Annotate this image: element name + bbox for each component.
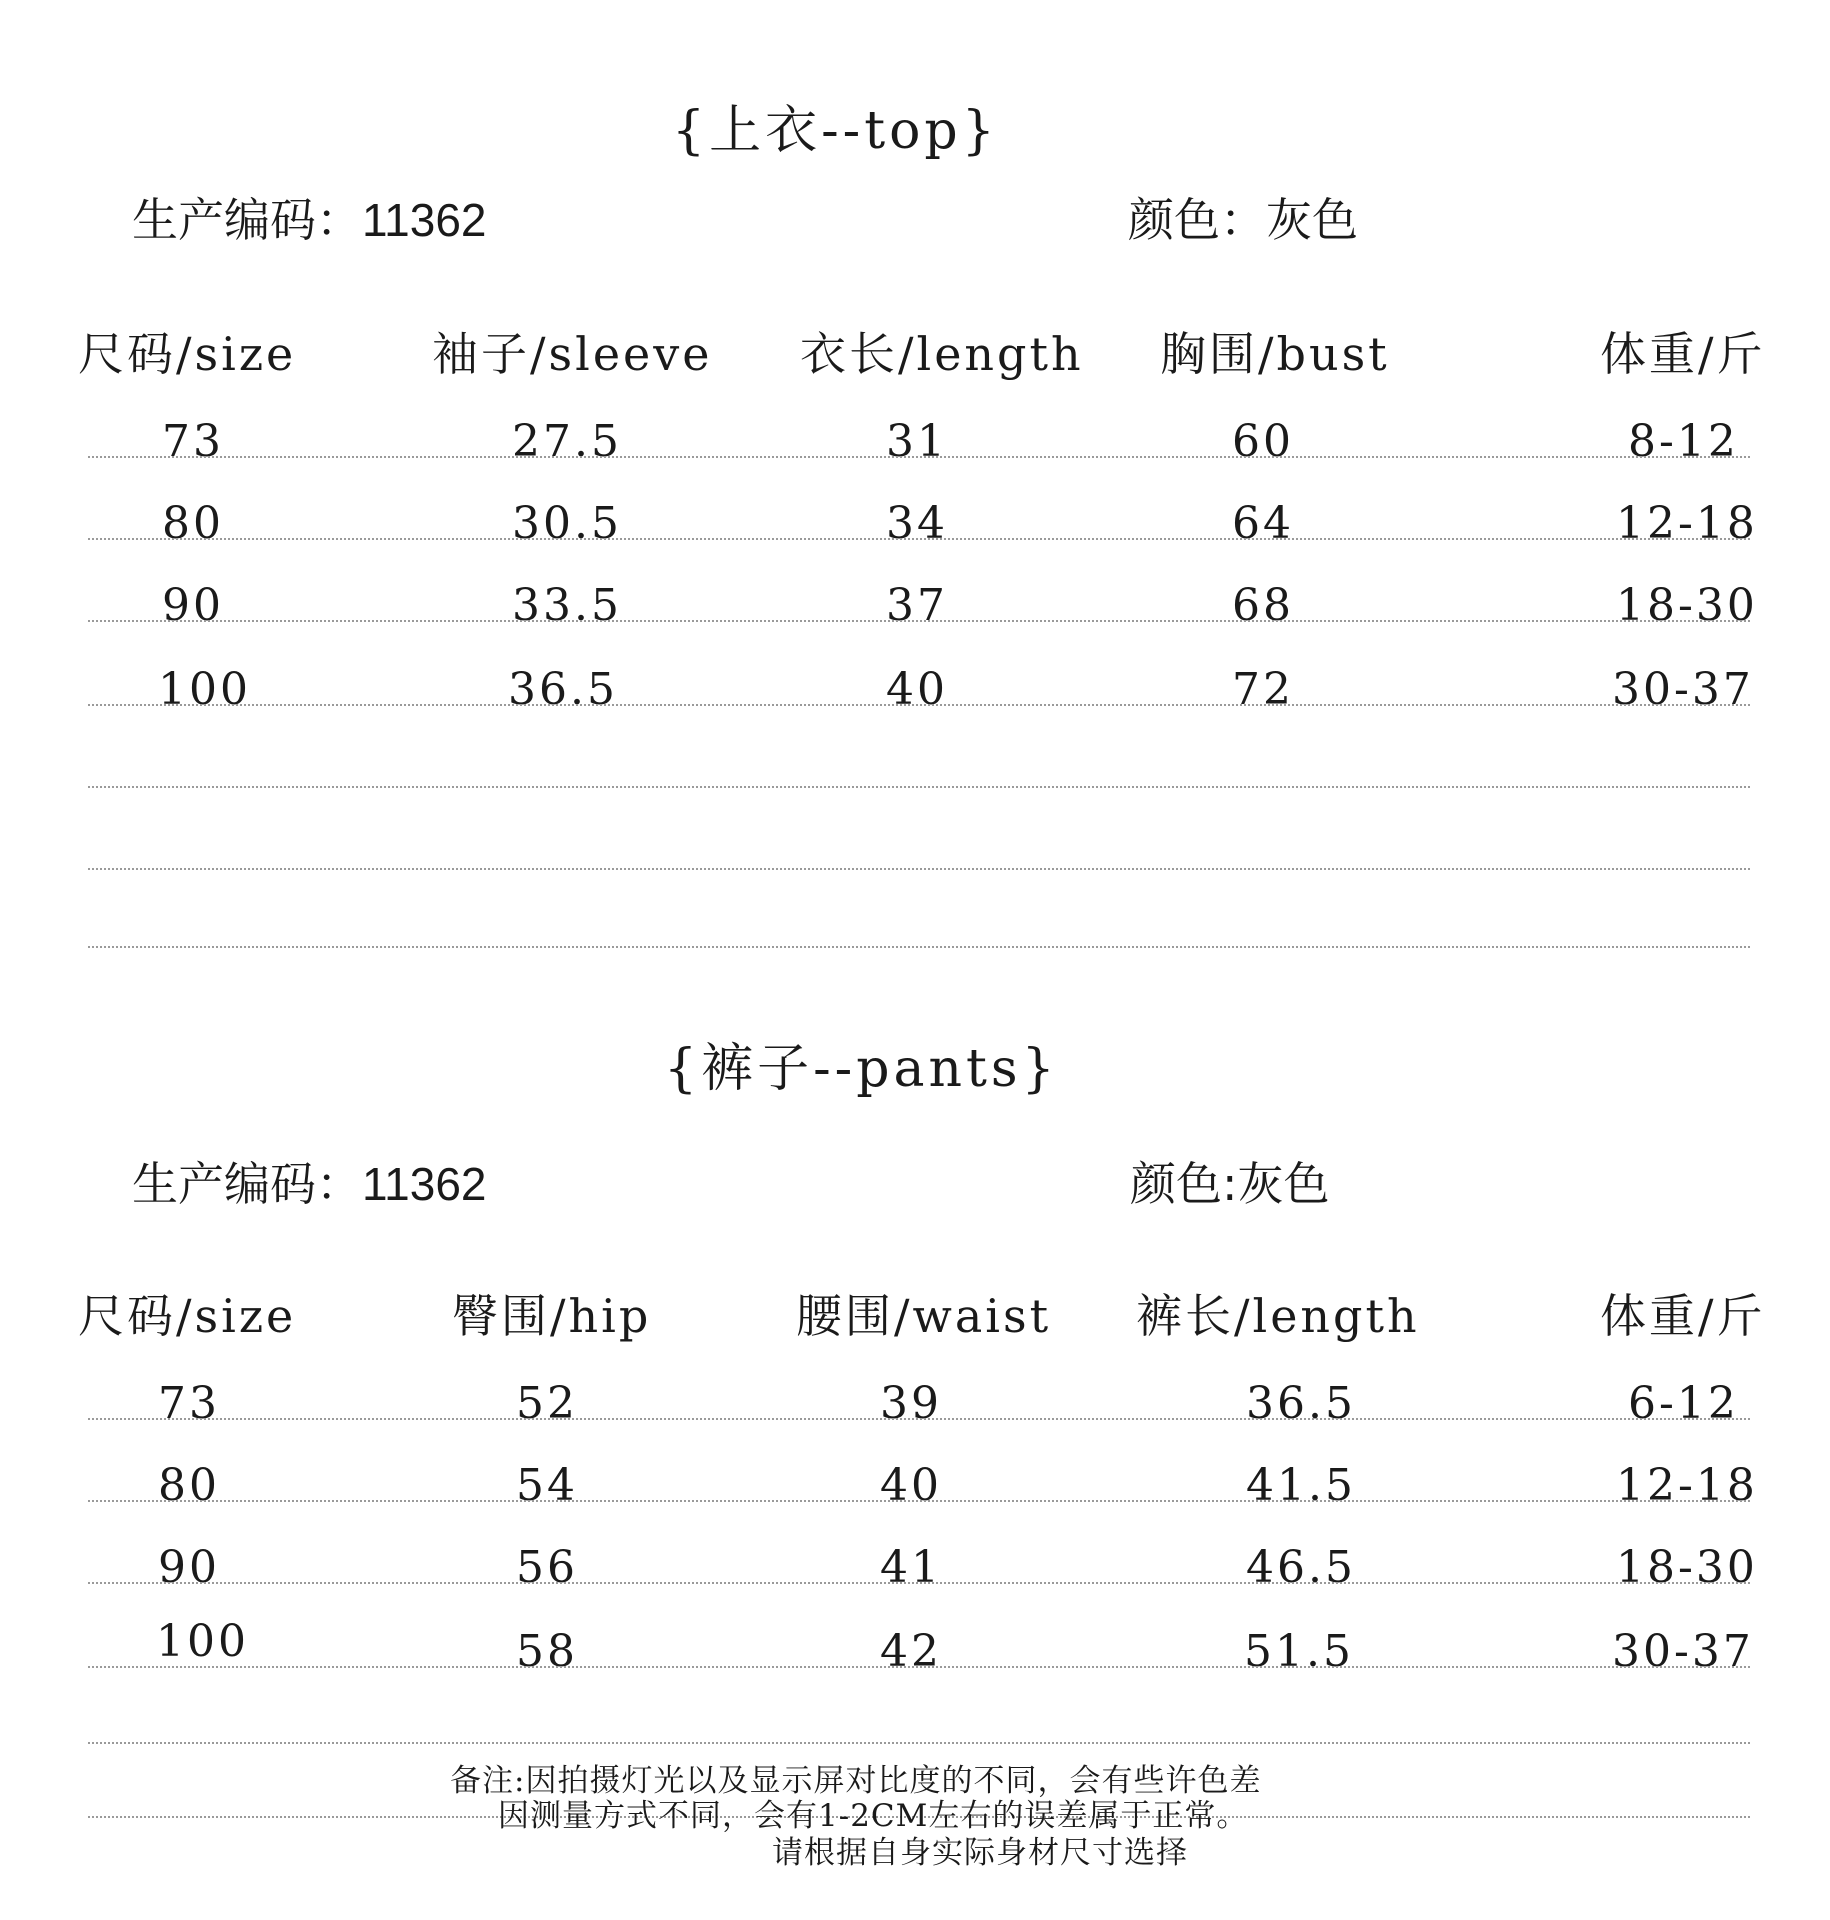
- note-line-1: 备注:因拍摄灯光以及显示屏对比度的不同，会有些许色差: [450, 1763, 1262, 1799]
- top-cell: 34: [886, 498, 948, 549]
- pants-cell: 30-37: [1612, 1626, 1754, 1677]
- top-cell: 27.5: [512, 416, 622, 467]
- top-cell: 33.5: [512, 580, 622, 631]
- row-divider: [88, 704, 1750, 706]
- row-divider: [88, 1582, 1750, 1584]
- top-cell: 72: [1232, 664, 1294, 715]
- note-line-3: 请根据自身实际身材尺寸选择: [772, 1835, 1188, 1871]
- pants-color-label: 颜色:: [1130, 1157, 1238, 1211]
- pants-cell: 80: [158, 1460, 220, 1511]
- top-cell: 36.5: [508, 664, 618, 715]
- top-cell: 73: [162, 416, 224, 467]
- top-cell: 31: [886, 416, 948, 467]
- top-color-label: 颜色：: [1128, 193, 1266, 247]
- pants-cell: 12-18: [1616, 1460, 1758, 1511]
- pants-cell: 42: [880, 1626, 942, 1677]
- row-divider: [88, 1666, 1750, 1668]
- pants-cell: 52: [516, 1378, 578, 1429]
- pants-header-size: 尺码/size: [78, 1289, 297, 1343]
- top-header-size: 尺码/size: [78, 327, 297, 381]
- top-cell: 18-30: [1616, 580, 1758, 631]
- row-divider: [88, 538, 1750, 540]
- top-cell: 100: [158, 664, 251, 715]
- pants-cell: 73: [158, 1378, 220, 1429]
- top-cell: 64: [1232, 498, 1294, 549]
- pants-code-label: 生产编码：: [132, 1157, 362, 1211]
- pants-cell: 90: [158, 1542, 220, 1593]
- pants-header-waist: 腰围/waist: [796, 1289, 1052, 1343]
- top-color-value: 灰色: [1266, 193, 1358, 247]
- row-divider: [88, 456, 1750, 458]
- pants-cell: 46.5: [1246, 1542, 1356, 1593]
- pants-cell: 100: [156, 1616, 249, 1667]
- top-code-label: 生产编码：: [132, 193, 362, 247]
- pants-color-value: 灰色: [1237, 1157, 1330, 1211]
- top-header-weight: 体重/斤: [1600, 327, 1766, 381]
- note-line-2: 因测量方式不同，会有1-2CM左右的误差属于正常。: [498, 1798, 1249, 1834]
- pants-cell: 41.5: [1246, 1460, 1356, 1511]
- pants-cell: 41: [880, 1542, 942, 1593]
- top-cell: 40: [886, 664, 948, 715]
- row-divider: [88, 946, 1750, 948]
- pants-cell: 6-12: [1628, 1378, 1739, 1429]
- top-cell: 8-12: [1628, 416, 1739, 467]
- pants-cell: 51.5: [1244, 1626, 1354, 1677]
- pants-cell: 40: [880, 1460, 942, 1511]
- top-cell: 80: [162, 498, 224, 549]
- row-divider: [88, 1742, 1750, 1744]
- top-color: [1128, 184, 1358, 250]
- top-cell: 60: [1232, 416, 1294, 467]
- top-cell: 90: [162, 580, 224, 631]
- pants-production-code: [132, 1148, 487, 1214]
- pants-cell: 56: [516, 1542, 578, 1593]
- pants-cell: 36.5: [1246, 1378, 1356, 1429]
- pants-cell: 39: [880, 1378, 942, 1429]
- top-cell: 30.5: [512, 498, 622, 549]
- top-header-length: 衣长/length: [800, 327, 1084, 381]
- pants-color: [1130, 1148, 1330, 1214]
- top-production-code: [132, 184, 487, 250]
- top-cell: 68: [1232, 580, 1294, 631]
- pants-cell: 58: [516, 1626, 578, 1677]
- row-divider: [88, 1500, 1750, 1502]
- top-cell: 30-37: [1612, 664, 1754, 715]
- row-divider: [88, 868, 1750, 870]
- row-divider: [88, 620, 1750, 622]
- top-header-bust: 胸围/bust: [1160, 327, 1390, 381]
- row-divider: [88, 786, 1750, 788]
- top-section-title: {上衣--top}: [672, 101, 999, 161]
- pants-header-hip: 臀围/hip: [452, 1289, 652, 1343]
- pants-section-title: {裤子--pants}: [664, 1039, 1059, 1099]
- pants-header-weight: 体重/斤: [1600, 1289, 1766, 1343]
- top-cell: 37: [886, 580, 948, 631]
- top-cell: 12-18: [1616, 498, 1758, 549]
- pants-cell: 54: [516, 1460, 578, 1511]
- top-header-sleeve: 袖子/sleeve: [432, 327, 713, 381]
- pants-code-value: 11362: [362, 1158, 487, 1210]
- pants-header-length: 裤长/length: [1136, 1289, 1420, 1343]
- top-code-value: 11362: [362, 194, 487, 246]
- pants-cell: 18-30: [1616, 1542, 1758, 1593]
- row-divider: [88, 1418, 1750, 1420]
